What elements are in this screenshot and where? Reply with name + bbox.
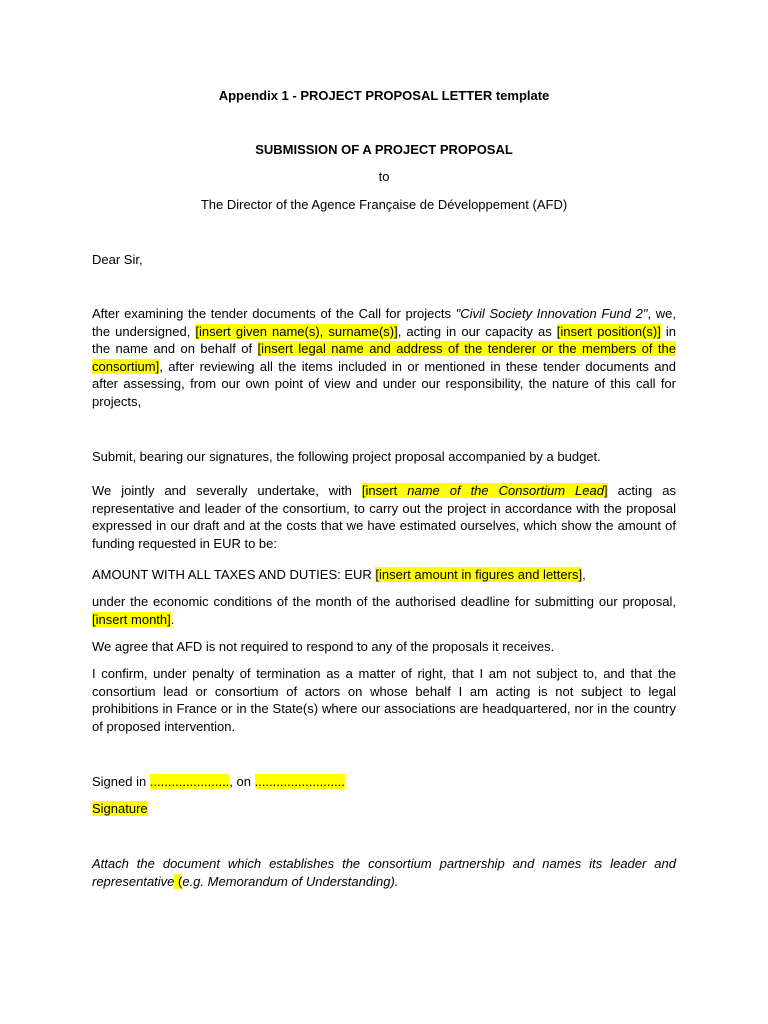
placeholder-place: ...................... xyxy=(149,774,230,789)
amount-line: AMOUNT WITH ALL TAXES AND DUTIES: EUR [insert amount in figures and letters], xyxy=(92,567,586,582)
signed-line: Signed in ......................, on ......................... xyxy=(92,774,345,789)
paragraph-agree: We agree that AFD is not required to respond to any of the proposals it receives. xyxy=(92,639,555,654)
placeholder-amount: [insert amount in figures and letters] xyxy=(375,567,583,582)
placeholder-position: [insert position(s)] xyxy=(556,323,661,339)
addressee: The Director of the Agence Française de Développement (AFD) xyxy=(200,197,568,212)
paragraph-economic-conditions: under the economic conditions of the month of the authorised deadline for submitting our proposal, [insert month]. xyxy=(92,594,676,627)
paragraph-confirm: I confirm, under penalty of termination as a matter of right, that I am not subject to, and that the consortium lead or consortium of actors on whose behalf I am acting is not subject to legal prohibitions in France or in the State(s) where our associations are headquartered, nor in the country of proposed intervention. xyxy=(92,666,676,734)
placeholder-date: ......................... xyxy=(254,774,345,789)
placeholder-consortium-lead: [insert name of the Consortium Lead] xyxy=(361,483,608,498)
submission-title: SUBMISSION OF A PROJECT PROPOSAL xyxy=(255,142,513,157)
placeholder-names: [insert given name(s), surname(s)] xyxy=(195,323,398,339)
placeholder-legal-name: [insert legal name and address of the tenderer or the members of the consortium] xyxy=(92,341,676,374)
placeholder-month: [insert month] xyxy=(92,611,171,627)
to-line: to xyxy=(378,169,390,184)
appendix-title: Appendix 1 - PROJECT PROPOSAL LETTER template xyxy=(218,88,550,103)
paragraph-undertake: We jointly and severally undertake, with [insert name of the Consortium Lead] acting as representative and leader of the consortium, to carry out the project in accordance with the proposal expressed in our draft and at the costs that we have estimated ourselves, which show the amount of funding requested in EUR to be: xyxy=(92,483,676,551)
paragraph-attach: Attach the document which establishes the consortium partnership and names its leader and representative (e.g. Memorandum of Understanding). xyxy=(92,856,676,889)
call-name: "Civil Society Innovation Fund 2" xyxy=(455,306,648,321)
salutation: Dear Sir, xyxy=(92,252,143,267)
paragraph-submit: Submit, bearing our signatures, the following project proposal accompanied by a budget. xyxy=(92,449,601,464)
signature-label: Signature xyxy=(92,801,148,816)
paragraph-examining: After examining the tender documents of the Call for projects "Civil Society Innovation Fund 2", we, the undersigned, [insert given name(s), surname(s)], acting in our capacity as [insert position(s)] in the name and on behalf of [insert legal name and address of the tenderer or the members of the consortium], after reviewing all the items included in or mentioned in these tender documents and after assessing, from our own point of view and under our responsibility, the nature of this call for projects, xyxy=(92,306,677,409)
